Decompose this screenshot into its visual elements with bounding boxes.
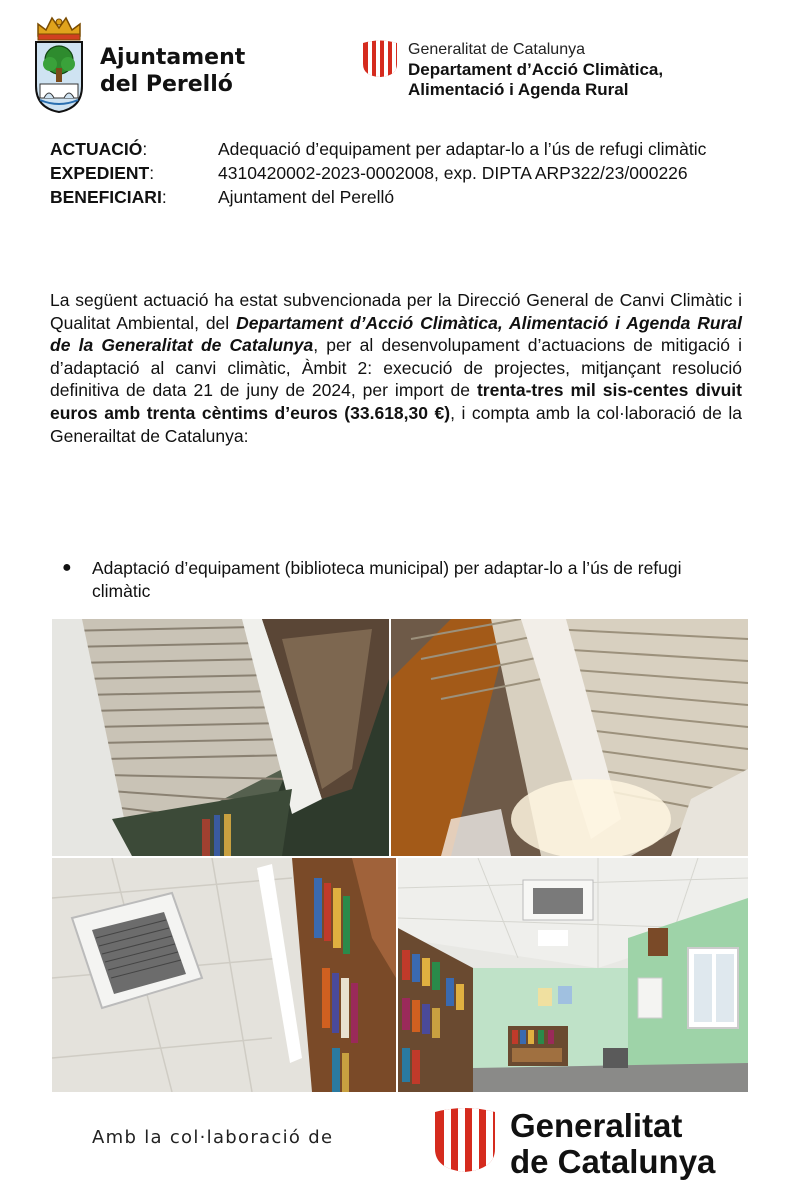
generalitat-logo-icon [362,40,398,78]
municipality-name [100,44,245,98]
collaboration-text: Amb la col·laboració de [92,1127,334,1148]
department-line2: Alimentació i Agenda Rural [408,80,629,99]
department-line1: Departament d’Acció Climàtica, [408,60,664,79]
generalitat-logo-icon [434,1107,496,1173]
field-label: BENEFICIARI [50,187,162,207]
ajuntament-coat-of-arms-icon [30,12,88,114]
field-label: EXPEDIENT [50,163,150,183]
photo-ceiling-ac-bookshelf [52,858,396,1092]
photo-window-blinds-left [52,619,389,856]
bullet-icon: ● [62,559,72,576]
list-item-text: Adaptació d’equipament (biblioteca municipal) per adaptar-lo a l’ús de refugi climàtic [92,558,682,601]
department-heading [408,40,663,100]
field-label: ACTUACIÓ [50,139,143,159]
generalitat-wordmark [510,1108,715,1180]
municipality-line1: Ajuntament [100,45,246,70]
paragraph-text: , per al desenvolupament d’actuacions de mitigació i d’adaptació al canvi climàtic, Àmbit 2: execució de projectes, mitjançant resolució definitiva de data 21 de juny de 2024, per import de [50,335,742,401]
photo-window-blinds-right [391,619,748,856]
wordmark-line2: de Catalunya [510,1143,716,1180]
field-expedient: EXPEDIENT: 4310420002-2023-0002008, exp. DIPTA ARP322/23/000226 [50,162,750,184]
municipality-line2: del Perelló [100,72,233,97]
paragraph-text: La següent actuació ha estat subvencionada per la Direcció General de Canvi Climàtic i Qualitat Ambiental, del [50,290,742,333]
field-actuacio: ACTUACIÓ: Adequació d’equipament per adaptar-lo a l’ús de refugi climàtic [50,138,750,160]
field-value: Adequació d’equipament per adaptar-lo a l’ús de refugi climàtic [218,139,707,159]
government-name: Generalitat de Catalunya [408,41,585,58]
field-value: 4310420002-2023-0002008, exp. DIPTA ARP322/23/000226 [218,163,688,183]
amount-emphasis: trenta-tres mil sis-centes divuit euros amb trenta cèntims d’euros (33.618,30 €) [50,380,742,423]
grant-fields [50,138,750,210]
list-item [62,557,742,602]
paragraph-text: , i compta amb la col·laboració de la Generailtat de Catalunya: [50,402,742,446]
photo-library-room [398,858,748,1092]
department-emphasis: Departament d’Acció Climàtica, Alimentació i Agenda Rural de la Generalitat de Catalunya [50,312,743,356]
subsidy-paragraph [50,289,742,447]
field-beneficiari: BENEFICIARI: Ajuntament del Perelló [50,186,750,208]
field-value: Ajuntament del Perelló [218,187,395,207]
wordmark-line1: Generalitat [510,1107,683,1144]
